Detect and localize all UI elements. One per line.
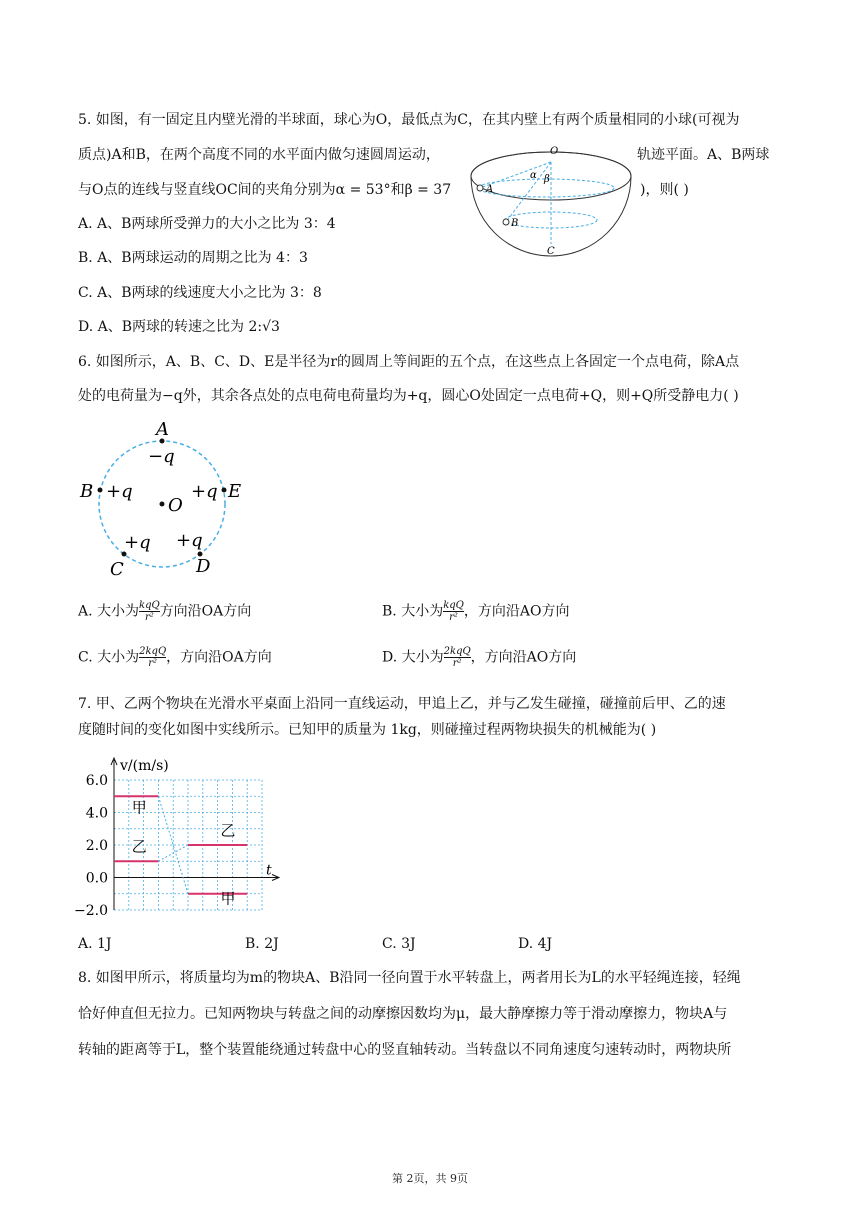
q6-option-a-prefix: A. 大小为 bbox=[78, 603, 140, 620]
q5-option-c: C. A、B两球的线速度大小之比为 3：8 bbox=[78, 285, 322, 301]
q5-line-1: 5. 如图，有一固定且内壁光滑的半球面，球心为O，最低点为C，在其内壁上有两个质量相同的小球(可视为 bbox=[78, 112, 740, 128]
label-a: A bbox=[486, 184, 494, 195]
q6-option-b-num: kqQ bbox=[443, 600, 464, 611]
chart-ticks bbox=[74, 773, 108, 919]
center-o-label: O bbox=[168, 495, 183, 516]
label-beta: β bbox=[544, 174, 550, 185]
y-tick-label: 2.0 bbox=[85, 838, 108, 854]
q8-line-2: 恰好伸直但无拉力。已知两物块与转盘之间的动摩擦因数均为μ，最大静摩擦力等于滑动摩擦力，物块A与 bbox=[78, 1006, 728, 1022]
q6-option-c-prefix: C. 大小为 bbox=[78, 649, 140, 666]
q6-option-d-prefix: D. 大小为 bbox=[382, 649, 444, 666]
q6-option-a bbox=[78, 600, 251, 623]
q7-option-c: C. 3J bbox=[382, 936, 416, 952]
point-d-label: D bbox=[196, 556, 211, 577]
label-o: O bbox=[550, 146, 559, 157]
ball-b bbox=[503, 219, 509, 225]
q7-option-a: A. 1J bbox=[78, 936, 112, 952]
point-c-label: C bbox=[110, 559, 124, 580]
q6-option-d-num: 2kqQ bbox=[443, 646, 471, 657]
q6-option-d-suffix: ，方向沿AO方向 bbox=[470, 649, 577, 666]
label-alpha: α bbox=[530, 170, 537, 181]
x-axis-label: t bbox=[266, 862, 272, 879]
point-e-label: E bbox=[228, 481, 242, 502]
hemisphere-figure bbox=[466, 138, 644, 260]
q6-option-b bbox=[382, 600, 569, 623]
q6-option-b-den: r² bbox=[449, 612, 458, 623]
ball-a bbox=[477, 185, 483, 191]
point-c-charge: +q bbox=[124, 532, 151, 553]
label-c: C bbox=[547, 246, 555, 257]
label-b: B bbox=[511, 218, 519, 229]
q6-option-c-num: 2kqQ bbox=[139, 646, 167, 657]
series-label: 甲 bbox=[131, 798, 147, 817]
chart-axes bbox=[111, 758, 279, 910]
q6-option-c bbox=[78, 646, 272, 669]
q6-option-a-num: kqQ bbox=[139, 600, 160, 611]
charge-circle-figure bbox=[78, 415, 258, 585]
q6-option-a-suffix: 方向沿OA方向 bbox=[159, 603, 252, 620]
y-tick-label: 4.0 bbox=[85, 805, 108, 822]
y-axis-label: v/(m/s) bbox=[120, 758, 169, 774]
q8-line-3: 转轴的距离等于L，整个装置能绕通过转盘中心的竖直轴转动。当转盘以不同角速度匀速转动时，两物块所 bbox=[78, 1042, 732, 1058]
point-b-label: B bbox=[80, 481, 94, 502]
q6-option-a-den: r² bbox=[144, 612, 154, 623]
q7-option-b: B. 2J bbox=[245, 936, 279, 952]
q7-line-2: 度随时间的变化如图中实线所示。已知甲的质量为 1kg，则碰撞过程两物块损失的机械能为( ) bbox=[78, 722, 657, 738]
q6-option-d-den: r² bbox=[452, 658, 462, 669]
y-tick-label: 0.0 bbox=[85, 870, 108, 887]
velocity-time-chart bbox=[74, 752, 290, 924]
q6-option-b-suffix: ，方向沿AO方向 bbox=[463, 603, 570, 620]
q5-line-2: 质点)A和B，在两个高度不同的水平面内做匀速圆周运动， bbox=[78, 147, 440, 163]
q6-option-c-suffix: ，方向沿OA方向 bbox=[166, 649, 272, 666]
q5-option-b: B. A、B两球运动的周期之比为 4：3 bbox=[78, 250, 308, 266]
q7-line-1: 7. 甲、乙两个物块在光滑水平桌面上沿同一直线运动，甲追上乙，并与乙发生碰撞，碰撞前后甲、乙的速 bbox=[78, 696, 726, 712]
page-footer: 第 2页，共 9页 bbox=[392, 1172, 468, 1185]
q6-option-b-prefix: B. 大小为 bbox=[382, 603, 444, 620]
q5-line-3-tail: )，则( ) bbox=[640, 182, 689, 198]
q7-option-d: D. 4J bbox=[518, 936, 553, 952]
point-e-charge: +q bbox=[191, 481, 218, 502]
q5-option-a: A. A、B两球所受弹力的大小之比为 3：4 bbox=[78, 216, 336, 232]
q5-option-d: D. A、B两球的转速之比为 2:√3 bbox=[78, 319, 280, 335]
q6-option-c-den: r² bbox=[148, 658, 158, 669]
point-a-charge: −q bbox=[148, 446, 175, 467]
point-d-charge: +q bbox=[176, 530, 203, 551]
series-label: 乙 bbox=[131, 837, 147, 856]
q6-line-2: 处的电荷量为−q外，其余各点处的点电荷电荷量均为+q，圆心O处固定一点电荷+Q，则+Q所受静电力( ) bbox=[78, 388, 739, 404]
point-b-charge: +q bbox=[106, 481, 133, 502]
y-tick-label: 6.0 bbox=[85, 773, 108, 789]
q6-line-1: 6. 如图所示，A、B、C、D、E是半径为r的圆周上等间距的五个点，在这些点上各固定一个点电荷，除A点 bbox=[78, 354, 740, 370]
q5-line-3: 与O点的连线与竖直线OC间的夹角分别为α = 53°和β = 37 bbox=[78, 182, 452, 198]
series-label: 甲 bbox=[220, 889, 236, 908]
q8-line-1: 8. 如图甲所示，将质量均为m的物块A、B沿同一径向置于水平转盘上，两者用长为L的水平轻绳连接，轻绳 bbox=[78, 970, 741, 986]
point-a-label: A bbox=[156, 419, 169, 440]
chart-labels bbox=[119, 758, 272, 908]
y-tick-label: −2.0 bbox=[74, 903, 108, 919]
q6-option-d bbox=[382, 646, 576, 669]
collision-connector bbox=[158, 845, 188, 861]
series-label: 乙 bbox=[220, 821, 236, 840]
q5-line-2-tail: 轨迹平面。A、B两球 bbox=[637, 147, 770, 163]
